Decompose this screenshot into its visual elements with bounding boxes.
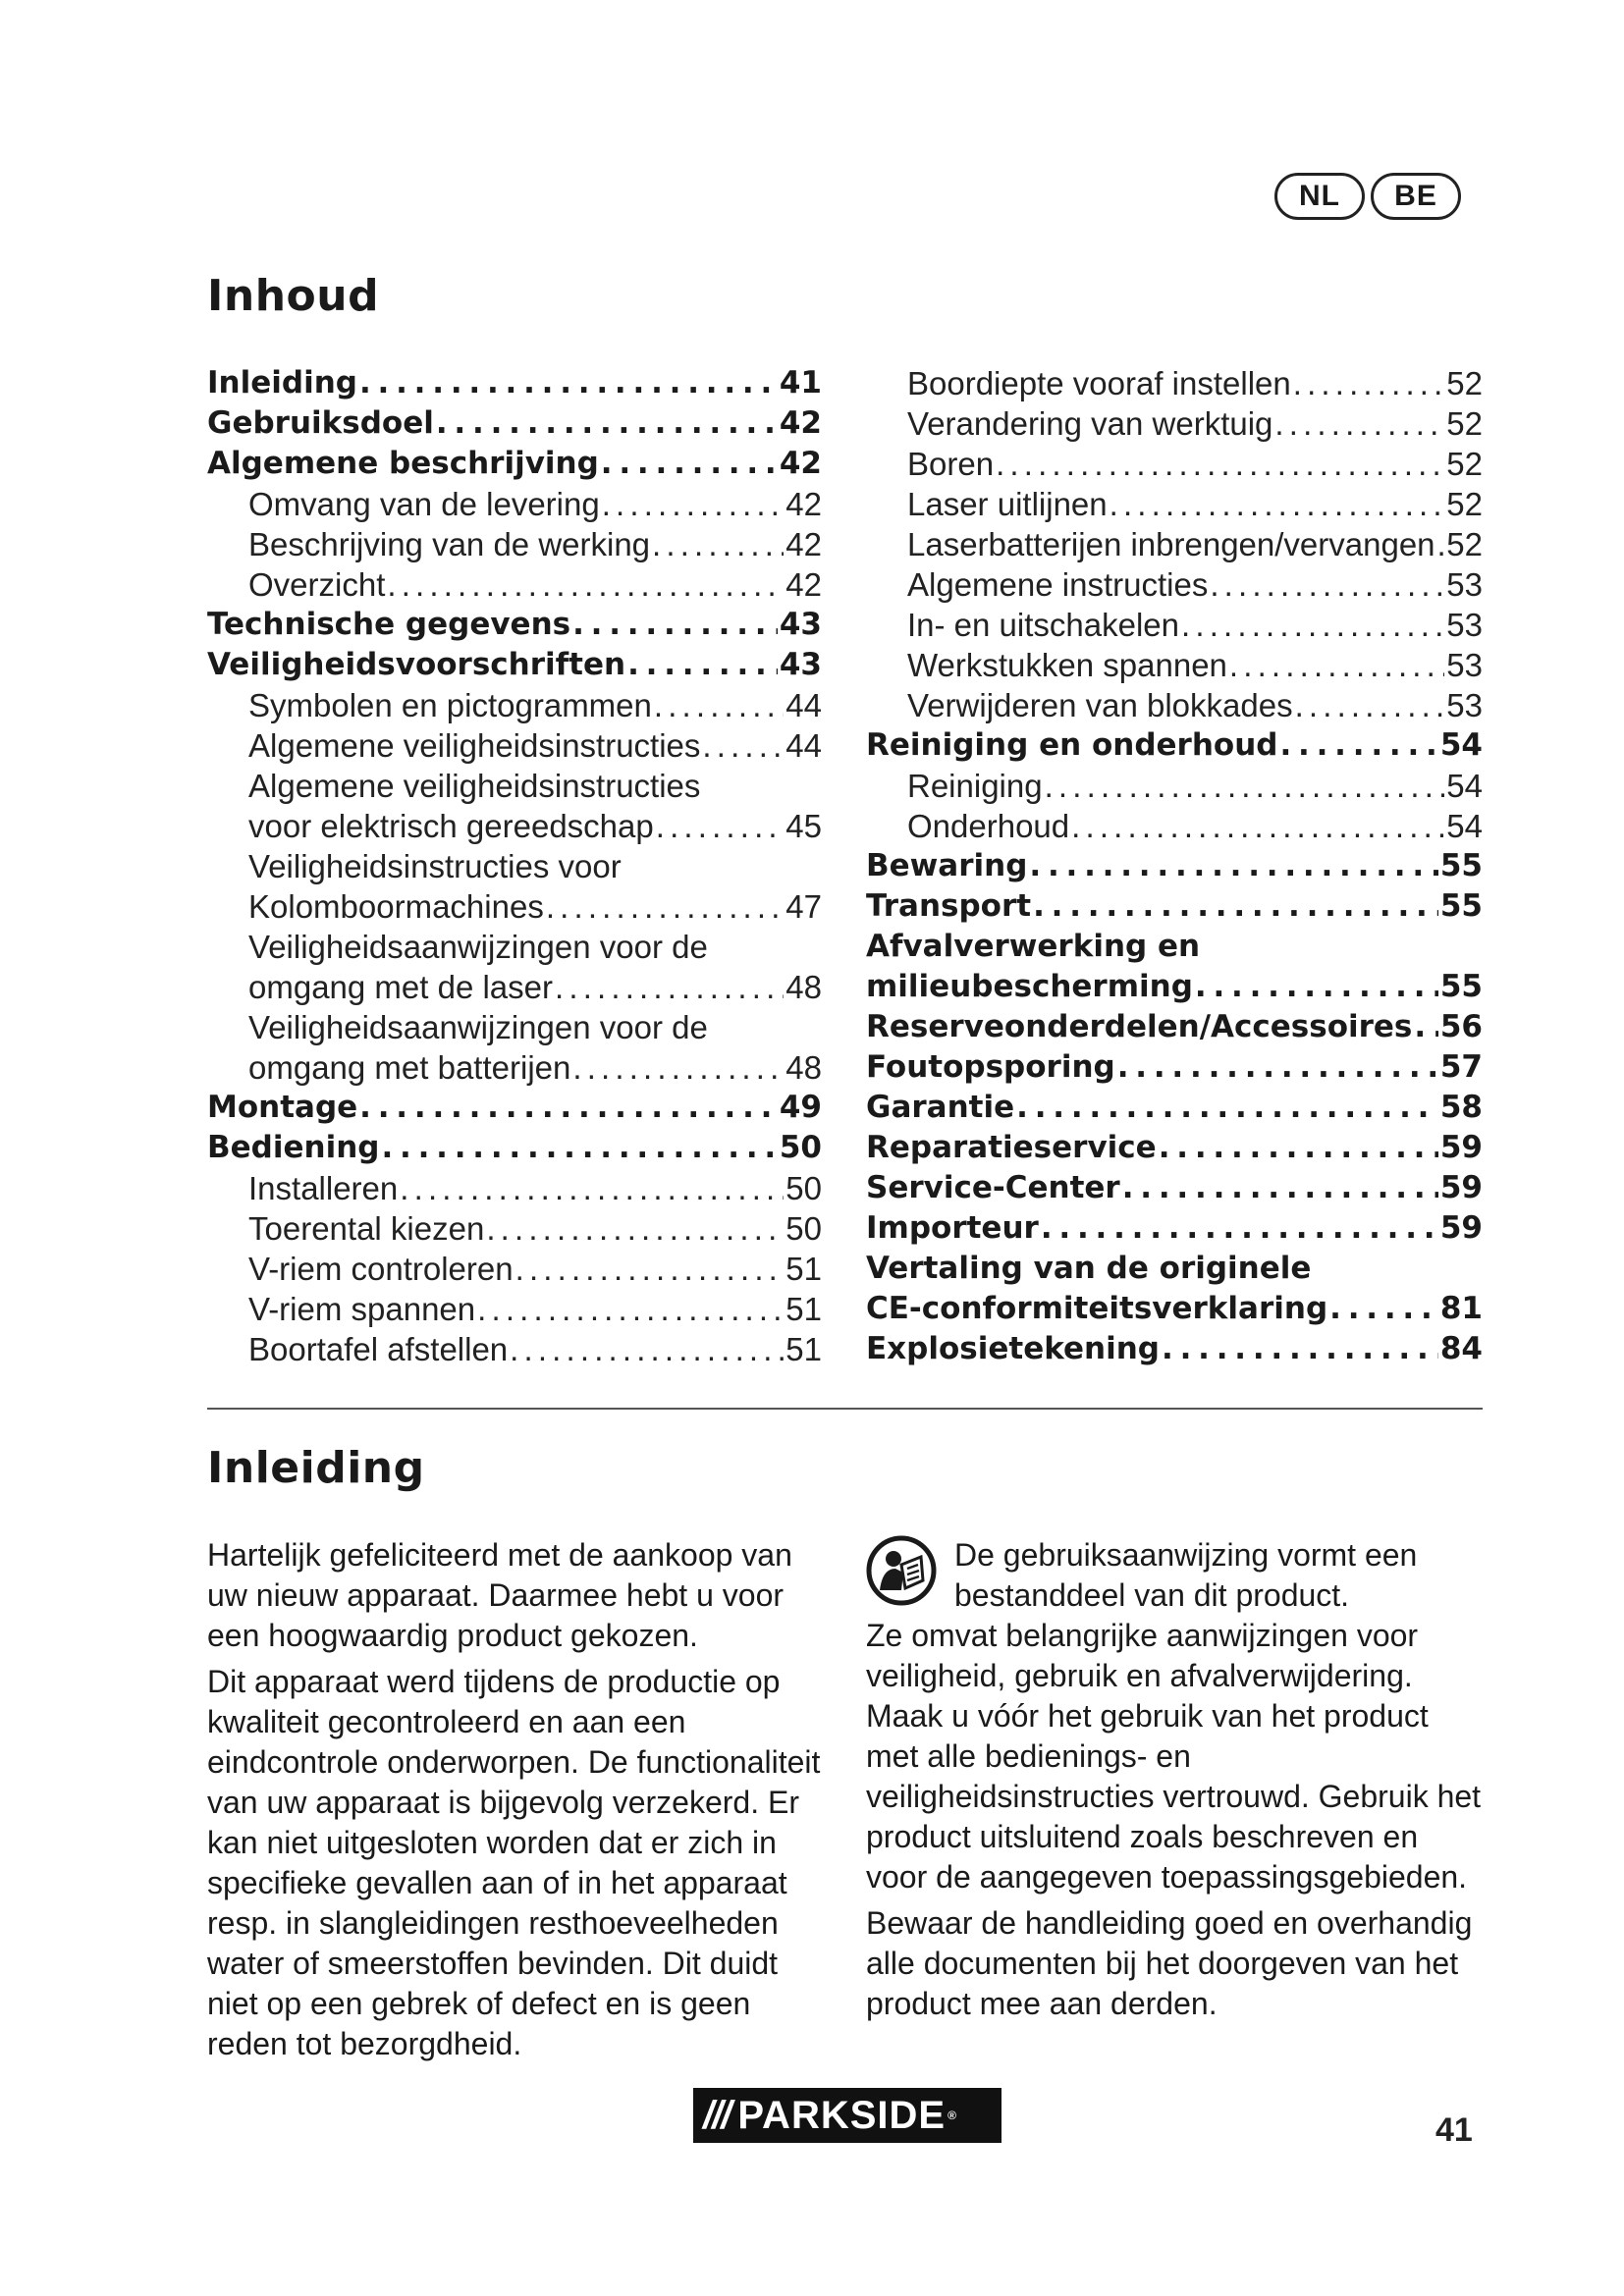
toc-dot-leader xyxy=(381,1128,777,1168)
toc-entry-title: Gebruiksdoel xyxy=(207,405,434,441)
toc-entry xyxy=(866,524,1483,564)
toc-entry-page: 48 xyxy=(785,969,822,1005)
toc-entry-title: Importeur xyxy=(866,1210,1039,1246)
toc-entry xyxy=(207,605,822,645)
toc-entry-title: Service-Center xyxy=(866,1170,1120,1205)
toc-dot-leader xyxy=(1293,363,1445,403)
toc-entry-title: Algemene veiligheidsinstructies xyxy=(248,727,701,764)
toc-entry-title: Technische gegevens xyxy=(207,607,571,642)
toc-left-column xyxy=(207,363,822,1369)
toc-dot-leader xyxy=(387,564,784,605)
intro-paragraph-1: Hartelijk gefeliciteerd met de aankoop van uw nieuw apparaat. Daarmee hebt u voor een hoogwaardig product gekozen. xyxy=(207,1537,792,1653)
toc-entry-title: Toerental kiezen xyxy=(248,1210,485,1247)
toc-entry-page: 55 xyxy=(1439,888,1483,924)
toc-entry-page: 52 xyxy=(1446,446,1483,482)
toc-entry-title: Laserbatterijen inbrengen/vervangen xyxy=(907,526,1435,562)
toc-entry xyxy=(866,645,1483,685)
toc-entry xyxy=(866,444,1483,484)
toc-entry-page: 42 xyxy=(779,405,822,441)
toc-dot-leader xyxy=(1210,564,1444,605)
toc-dot-leader xyxy=(486,1208,784,1249)
toc-entry xyxy=(207,1088,822,1128)
toc-dot-leader xyxy=(1117,1047,1438,1088)
toc-dot-leader xyxy=(1437,524,1445,564)
toc-entry-page: 54 xyxy=(1439,727,1483,763)
manual-note-text: De gebruiksaanwijzing vormt een bestanddeel van dit product. xyxy=(954,1537,1418,1613)
toc-dot-leader xyxy=(359,1088,778,1128)
toc-entry-title: Omvang van de levering xyxy=(248,486,600,522)
toc-entry xyxy=(866,363,1483,403)
language-badges xyxy=(1274,173,1461,220)
toc-entry-title: Veiligheidsvoorschriften xyxy=(207,647,626,682)
toc-dot-leader xyxy=(1279,725,1437,766)
toc-entry-title: Reserveonderdelen/Accessoires xyxy=(866,1009,1413,1044)
toc-entry xyxy=(207,1329,822,1369)
toc-entry xyxy=(207,886,822,927)
toc-dot-leader xyxy=(572,605,778,645)
toc-entry-title: Verwijderen van blokkades xyxy=(907,687,1293,723)
intro-left-column xyxy=(207,1535,824,2070)
toc-entry-title: Overzicht xyxy=(248,566,386,603)
toc-entry xyxy=(866,1208,1483,1249)
toc-entry-title: omgang met de laser xyxy=(248,969,554,1005)
toc-dot-leader xyxy=(477,1289,784,1329)
toc-dot-leader xyxy=(654,685,784,725)
toc-heading: Inhoud xyxy=(207,271,380,321)
toc-entry xyxy=(866,927,1483,967)
toc-entry xyxy=(866,967,1483,1007)
toc-entry xyxy=(207,806,822,846)
toc-entry xyxy=(866,1249,1483,1289)
toc-entry-title: Kolomboormachines xyxy=(248,888,544,925)
toc-entry xyxy=(866,1088,1483,1128)
toc-entry-page: 42 xyxy=(785,566,822,603)
toc-entry xyxy=(207,524,822,564)
toc-entry xyxy=(866,766,1483,806)
toc-entry-page: 52 xyxy=(1446,486,1483,522)
toc-entry-title: Vertaling van de originele xyxy=(866,1251,1312,1286)
toc-entry-title: Veiligheidsaanwijzingen voor de xyxy=(248,929,708,965)
toc-entry-page: 52 xyxy=(1446,405,1483,442)
toc-dot-leader xyxy=(1274,403,1444,444)
toc-dot-leader xyxy=(1195,967,1438,1007)
toc-entry xyxy=(207,363,822,403)
toc-entry-title: Garantie xyxy=(866,1090,1015,1125)
toc-dot-leader xyxy=(436,403,778,444)
toc-entry-page: 59 xyxy=(1439,1170,1483,1205)
toc-entry xyxy=(207,725,822,766)
toc-entry-title: Algemene beschrijving xyxy=(207,446,599,481)
toc-entry-title: Werkstukken spannen xyxy=(907,647,1227,683)
toc-entry-page: 52 xyxy=(1446,526,1483,562)
toc-entry xyxy=(866,886,1483,927)
toc-dot-leader xyxy=(1041,1208,1438,1249)
toc-entry xyxy=(207,927,822,967)
manual-note xyxy=(866,1535,1483,1616)
toc-entry xyxy=(207,1128,822,1168)
toc-entry-title: CE-conformiteitsverklaring xyxy=(866,1291,1328,1326)
language-badge-nl: NL xyxy=(1274,173,1365,220)
toc-dot-leader xyxy=(555,967,784,1007)
toc-dot-leader xyxy=(1033,886,1438,927)
toc-entry-page: 42 xyxy=(785,526,822,562)
intro-right-column xyxy=(866,1535,1483,2030)
logo-slashes: /// xyxy=(703,2093,731,2137)
toc-entry-page: 57 xyxy=(1439,1049,1483,1085)
toc-dot-leader xyxy=(546,886,784,927)
parkside-logo xyxy=(693,2088,1001,2143)
toc-entry-page: 42 xyxy=(785,486,822,522)
toc-entry-title: Veiligheidsaanwijzingen voor de xyxy=(248,1009,708,1045)
toc-entry xyxy=(866,1047,1483,1088)
toc-entry xyxy=(207,645,822,685)
toc-entry-page: 53 xyxy=(1446,566,1483,603)
toc-dot-leader xyxy=(1029,846,1437,886)
toc-entry-title: Veiligheidsinstructies voor xyxy=(248,848,622,884)
toc-dot-leader xyxy=(996,444,1444,484)
toc-dot-leader xyxy=(1071,806,1444,846)
toc-entry-title: Reiniging xyxy=(907,768,1043,804)
toc-entry xyxy=(207,444,822,484)
toc-entry-title: voor elektrisch gereedschap xyxy=(248,808,654,844)
toc-entry xyxy=(866,1128,1483,1168)
toc-entry xyxy=(207,1208,822,1249)
toc-entry-title: Explosietekening xyxy=(866,1331,1160,1366)
toc-entry-page: 47 xyxy=(785,888,822,925)
toc-entry xyxy=(207,967,822,1007)
toc-entry xyxy=(207,1249,822,1289)
toc-entry-page: 59 xyxy=(1439,1210,1483,1246)
toc-entry-page: 45 xyxy=(785,808,822,844)
toc-entry xyxy=(866,564,1483,605)
toc-entry-page: 49 xyxy=(779,1090,822,1125)
toc-entry-page: 42 xyxy=(779,446,822,481)
toc-dot-leader xyxy=(1016,1088,1438,1128)
toc-entry xyxy=(866,846,1483,886)
toc-dot-leader xyxy=(1329,1289,1438,1329)
toc-entry-page: 51 xyxy=(785,1291,822,1327)
page-number: 41 xyxy=(1435,2111,1473,2149)
intro-paragraph-3: Ze omvat belangrijke aanwijzingen voor veiligheid, gebruik en afvalverwijdering. Maak u vóór het gebruik van het product met alle bedienings- en veiligheidsinstructies vertrouwd. Gebruik het product uitsluitend zoals beschreven en voor de aangegeven toepassingsgebieden. xyxy=(866,1618,1482,1895)
toc-entry-page: 43 xyxy=(779,607,822,642)
toc-entry-page: 52 xyxy=(1446,365,1483,401)
toc-entry-title: Onderhoud xyxy=(907,808,1070,844)
toc-entry xyxy=(866,685,1483,725)
toc-entry xyxy=(866,403,1483,444)
toc-entry-page: 44 xyxy=(785,687,822,723)
toc-entry-page: 51 xyxy=(785,1251,822,1287)
toc-dot-leader xyxy=(1045,766,1445,806)
toc-entry-title: Bediening xyxy=(207,1130,380,1165)
toc-entry-title: Reparatieservice xyxy=(866,1130,1157,1165)
toc-entry-title: Installeren xyxy=(248,1170,399,1206)
toc-entry xyxy=(866,725,1483,766)
manual-reading-icon xyxy=(866,1535,937,1606)
toc-entry-title: Inleiding xyxy=(207,365,357,400)
toc-dot-leader xyxy=(400,1168,784,1208)
toc-entry-page: 43 xyxy=(779,647,822,682)
toc-entry xyxy=(866,1329,1483,1369)
toc-entry-page: 56 xyxy=(1439,1009,1483,1044)
toc-entry-title: Boordiepte vooraf instellen xyxy=(907,365,1291,401)
toc-entry-page: 53 xyxy=(1446,647,1483,683)
toc-entry-page: 54 xyxy=(1446,768,1483,804)
toc-entry-title: Afvalverwerking en xyxy=(866,929,1201,964)
toc-entry-page: 59 xyxy=(1439,1130,1483,1165)
toc-entry xyxy=(866,1289,1483,1329)
toc-entry-title: V-riem controleren xyxy=(248,1251,514,1287)
toc-entry-page: 50 xyxy=(785,1210,822,1247)
toc-entry xyxy=(207,846,822,886)
toc-dot-leader xyxy=(1110,484,1445,524)
toc-entry-page: 50 xyxy=(779,1130,822,1165)
toc-dot-leader xyxy=(702,725,784,766)
toc-entry-page: 44 xyxy=(785,727,822,764)
toc-entry xyxy=(207,1289,822,1329)
toc-dot-leader xyxy=(656,806,785,846)
toc-entry-page: 53 xyxy=(1446,607,1483,643)
toc-dot-leader xyxy=(359,363,778,403)
toc-entry-page: 50 xyxy=(785,1170,822,1206)
toc-entry-title: Algemene instructies xyxy=(907,566,1209,603)
toc-dot-leader xyxy=(1414,1007,1437,1047)
toc-dot-leader xyxy=(601,444,778,484)
toc-dot-leader xyxy=(515,1249,785,1289)
language-badge-be: BE xyxy=(1371,173,1461,220)
toc-dot-leader xyxy=(627,645,778,685)
toc-dot-leader xyxy=(652,524,784,564)
toc-entry xyxy=(207,766,822,806)
section-divider xyxy=(207,1408,1483,1410)
intro-heading: Inleiding xyxy=(207,1443,425,1493)
toc-entry-title: Bewaring xyxy=(866,848,1028,883)
toc-entry xyxy=(866,605,1483,645)
toc-entry xyxy=(207,1168,822,1208)
toc-entry-title: Reiniging en onderhoud xyxy=(866,727,1278,763)
toc-entry-title: Montage xyxy=(207,1090,358,1125)
toc-entry-title: Transport xyxy=(866,888,1032,924)
toc-entry xyxy=(866,484,1483,524)
toc-dot-leader xyxy=(572,1047,784,1088)
toc-entry-title: Verandering van werktuig xyxy=(907,405,1273,442)
toc-dot-leader xyxy=(510,1329,784,1369)
toc-entry xyxy=(207,403,822,444)
toc-entry xyxy=(207,1007,822,1047)
toc-entry-title: milieubescherming xyxy=(866,969,1193,1004)
toc-entry xyxy=(207,564,822,605)
toc-entry-title: Foutopsporing xyxy=(866,1049,1115,1085)
toc-entry-title: Boren xyxy=(907,446,995,482)
toc-entry-title: Laser uitlijnen xyxy=(907,486,1108,522)
toc-dot-leader xyxy=(1229,645,1444,685)
toc-entry-page: 41 xyxy=(779,365,822,400)
toc-entry-page: 55 xyxy=(1439,848,1483,883)
toc-entry-title: Symbolen en pictogrammen xyxy=(248,687,652,723)
intro-paragraph-2: Dit apparaat werd tijdens de productie op kwaliteit gecontroleerd en aan een eindcontrole onderworpen. De functionaliteit van uw apparaat is bijgevolg verzekerd. Er kan niet uitgesloten worden dat er zich in specifieke gevallen aan of in het apparaat resp. in slangleidingen resthoeveelheden water of smeerstoffen bevinden. Dit duidt niet op een gebrek of defect en is geen reden tot bezorgdheid. xyxy=(207,1664,821,2061)
toc-entry xyxy=(866,1168,1483,1208)
toc-entry-title: Boortafel afstellen xyxy=(248,1331,509,1367)
intro-paragraph-4: Bewaar de handleiding goed en overhandig alle documenten bij het doorgeven van het product mee aan derden. xyxy=(866,1905,1473,2021)
toc-dot-leader xyxy=(1295,685,1445,725)
toc-dot-leader xyxy=(1181,605,1444,645)
toc-entry xyxy=(207,685,822,725)
toc-entry-title: omgang met batterijen xyxy=(248,1049,571,1086)
toc-entry-title: Algemene veiligheidsinstructies xyxy=(248,768,701,804)
toc-dot-leader xyxy=(1159,1128,1438,1168)
toc-dot-leader xyxy=(1122,1168,1438,1208)
toc-entry xyxy=(866,1007,1483,1047)
toc-entry-page: 55 xyxy=(1439,969,1483,1004)
toc-entry-page: 48 xyxy=(785,1049,822,1086)
toc-entry xyxy=(866,806,1483,846)
toc-entry-page: 58 xyxy=(1439,1090,1483,1125)
toc-entry-title: In- en uitschakelen xyxy=(907,607,1180,643)
toc-entry-page: 84 xyxy=(1439,1331,1483,1366)
toc-entry-page: 54 xyxy=(1446,808,1483,844)
toc-entry-title: V-riem spannen xyxy=(248,1291,476,1327)
toc-dot-leader xyxy=(1162,1329,1438,1369)
toc-entry-page: 51 xyxy=(785,1331,822,1367)
toc-entry-page: 53 xyxy=(1446,687,1483,723)
toc-dot-leader xyxy=(602,484,785,524)
toc-entry xyxy=(207,1047,822,1088)
toc-entry xyxy=(207,484,822,524)
logo-registered-mark: ® xyxy=(947,2109,957,2122)
toc-right-column xyxy=(866,363,1483,1369)
logo-text: PARKSIDE xyxy=(737,2093,947,2137)
toc-entry-title: Beschrijving van de werking xyxy=(248,526,651,562)
toc-entry-page: 81 xyxy=(1439,1291,1483,1326)
